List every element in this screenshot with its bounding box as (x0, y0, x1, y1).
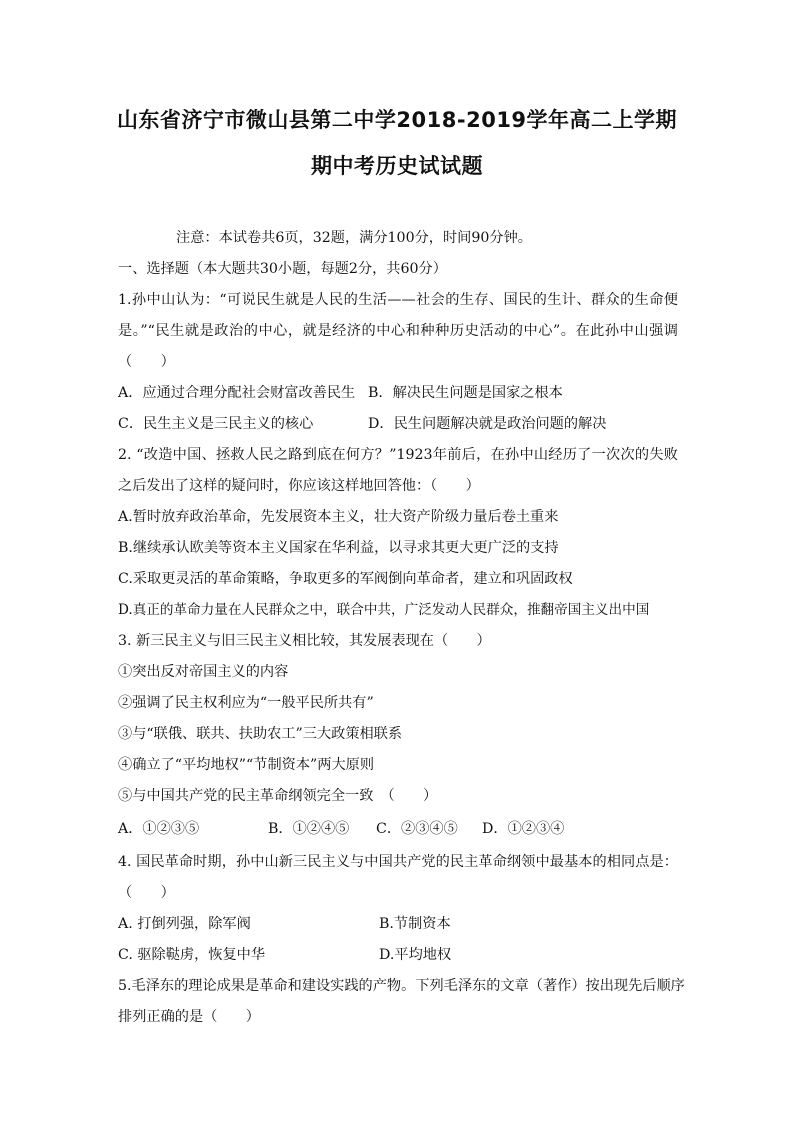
q3-option-d: D．①②③④ (482, 821, 565, 837)
exam-title-line-1: 山东省济宁市微山县第二中学2018-2019学年高二上学期 (116, 108, 678, 132)
q3-statement-4: ④确立了“平均地权”“节制资本”两大原则 (118, 757, 375, 773)
q3-statement-3: ③与“联俄、联共、扶助农工”三大政策相联系 (118, 726, 403, 742)
q3-option-c: C．②③④⑤ (376, 821, 458, 837)
exam-notice: 注意：本试卷共6页，32题，满分100分，时间90分钟。 (176, 230, 532, 246)
q2-option-b: B.继续承认欧美等资本主义国家在华利益，以寻求其更大更广泛的支持 (118, 540, 559, 556)
q2-stem-line-1: 2. “改造中国、拯救人民之路到底在何方？”1923年前后，在孙中山经历了一次次的失败 (118, 447, 678, 463)
q4-option-c: C. 驱除鞑虏，恢复中华 (118, 947, 266, 963)
q2-option-c: C.采取更灵活的革命策略，争取更多的军阀倒向革命者，建立和巩固政权 (118, 571, 573, 587)
exam-title-line-2: 期中考历史试试题 (311, 154, 483, 178)
q4-stem-line-2: （ ） (118, 885, 175, 901)
q3-option-a: A．①②③⑤ (118, 821, 200, 837)
q3-statement-5: ⑤与中国共产党的民主革命纲领完全一致 （ ） (118, 788, 438, 804)
q4-option-b: B.节制资本 (379, 916, 451, 932)
q1-stem-line-2: 是。”“民生就是政治的中心，就是经济的中心和种种历史活动的中心”。在此孙中山强调 (118, 323, 678, 339)
section-heading-choice: 一、选择题（本大题共30小题，每题2分，共60分） (118, 261, 447, 277)
q1-option-a: A．应通过合理分配社会财富改善民生 (118, 385, 356, 401)
q2-option-d: D.真正的革命力量在人民群众之中，联合中共，广泛发动人民群众，推翻帝国主义出中国 (118, 602, 650, 618)
q1-option-c: C．民生主义是三民主义的核心 (118, 416, 314, 432)
q1-option-d: D．民生问题解决就是政治问题的解决 (368, 416, 607, 432)
q4-option-d: D.平均地权 (379, 947, 452, 963)
q4-option-a: A. 打倒列强，除军阀 (118, 916, 251, 932)
q1-stem-line-1: 1.孙中山认为：“可说民生就是人民的生活——社会的生存、国民的生计、群众的生命便 (118, 292, 678, 308)
q5-stem-line-1: 5.毛泽东的理论成果是革命和建设实践的产物。下列毛泽东的文章（著作）按出现先后顺序 (118, 978, 685, 994)
q3-stem: 3. 新三民主义与旧三民主义相比较，其发展表现在（ ） (118, 633, 491, 649)
q3-statement-2: ②强调了民主权利应为“一般平民所共有” (118, 695, 374, 711)
q4-stem-line-1: 4. 国民革命时期，孙中山新三民主义与中国共产党的民主革命纲领中最基本的相同点是： (118, 854, 678, 870)
q1-stem-line-3: （ ） (118, 354, 175, 370)
q5-stem-line-2: 排列正确的是（ ） (118, 1009, 260, 1025)
q3-statement-1: ①突出反对帝国主义的内容 (118, 664, 289, 680)
q1-option-b: B．解决民生问题是国家之根本 (368, 385, 563, 401)
q3-option-b: B．①②④⑤ (268, 821, 350, 837)
q2-option-a: A.暂时放弃政治革命，先发展资本主义，壮大资产阶级力量后卷土重来 (118, 509, 559, 525)
q2-stem-line-2: 之后发出了这样的疑问时，你应该这样地回答他：（ ） (118, 478, 480, 494)
